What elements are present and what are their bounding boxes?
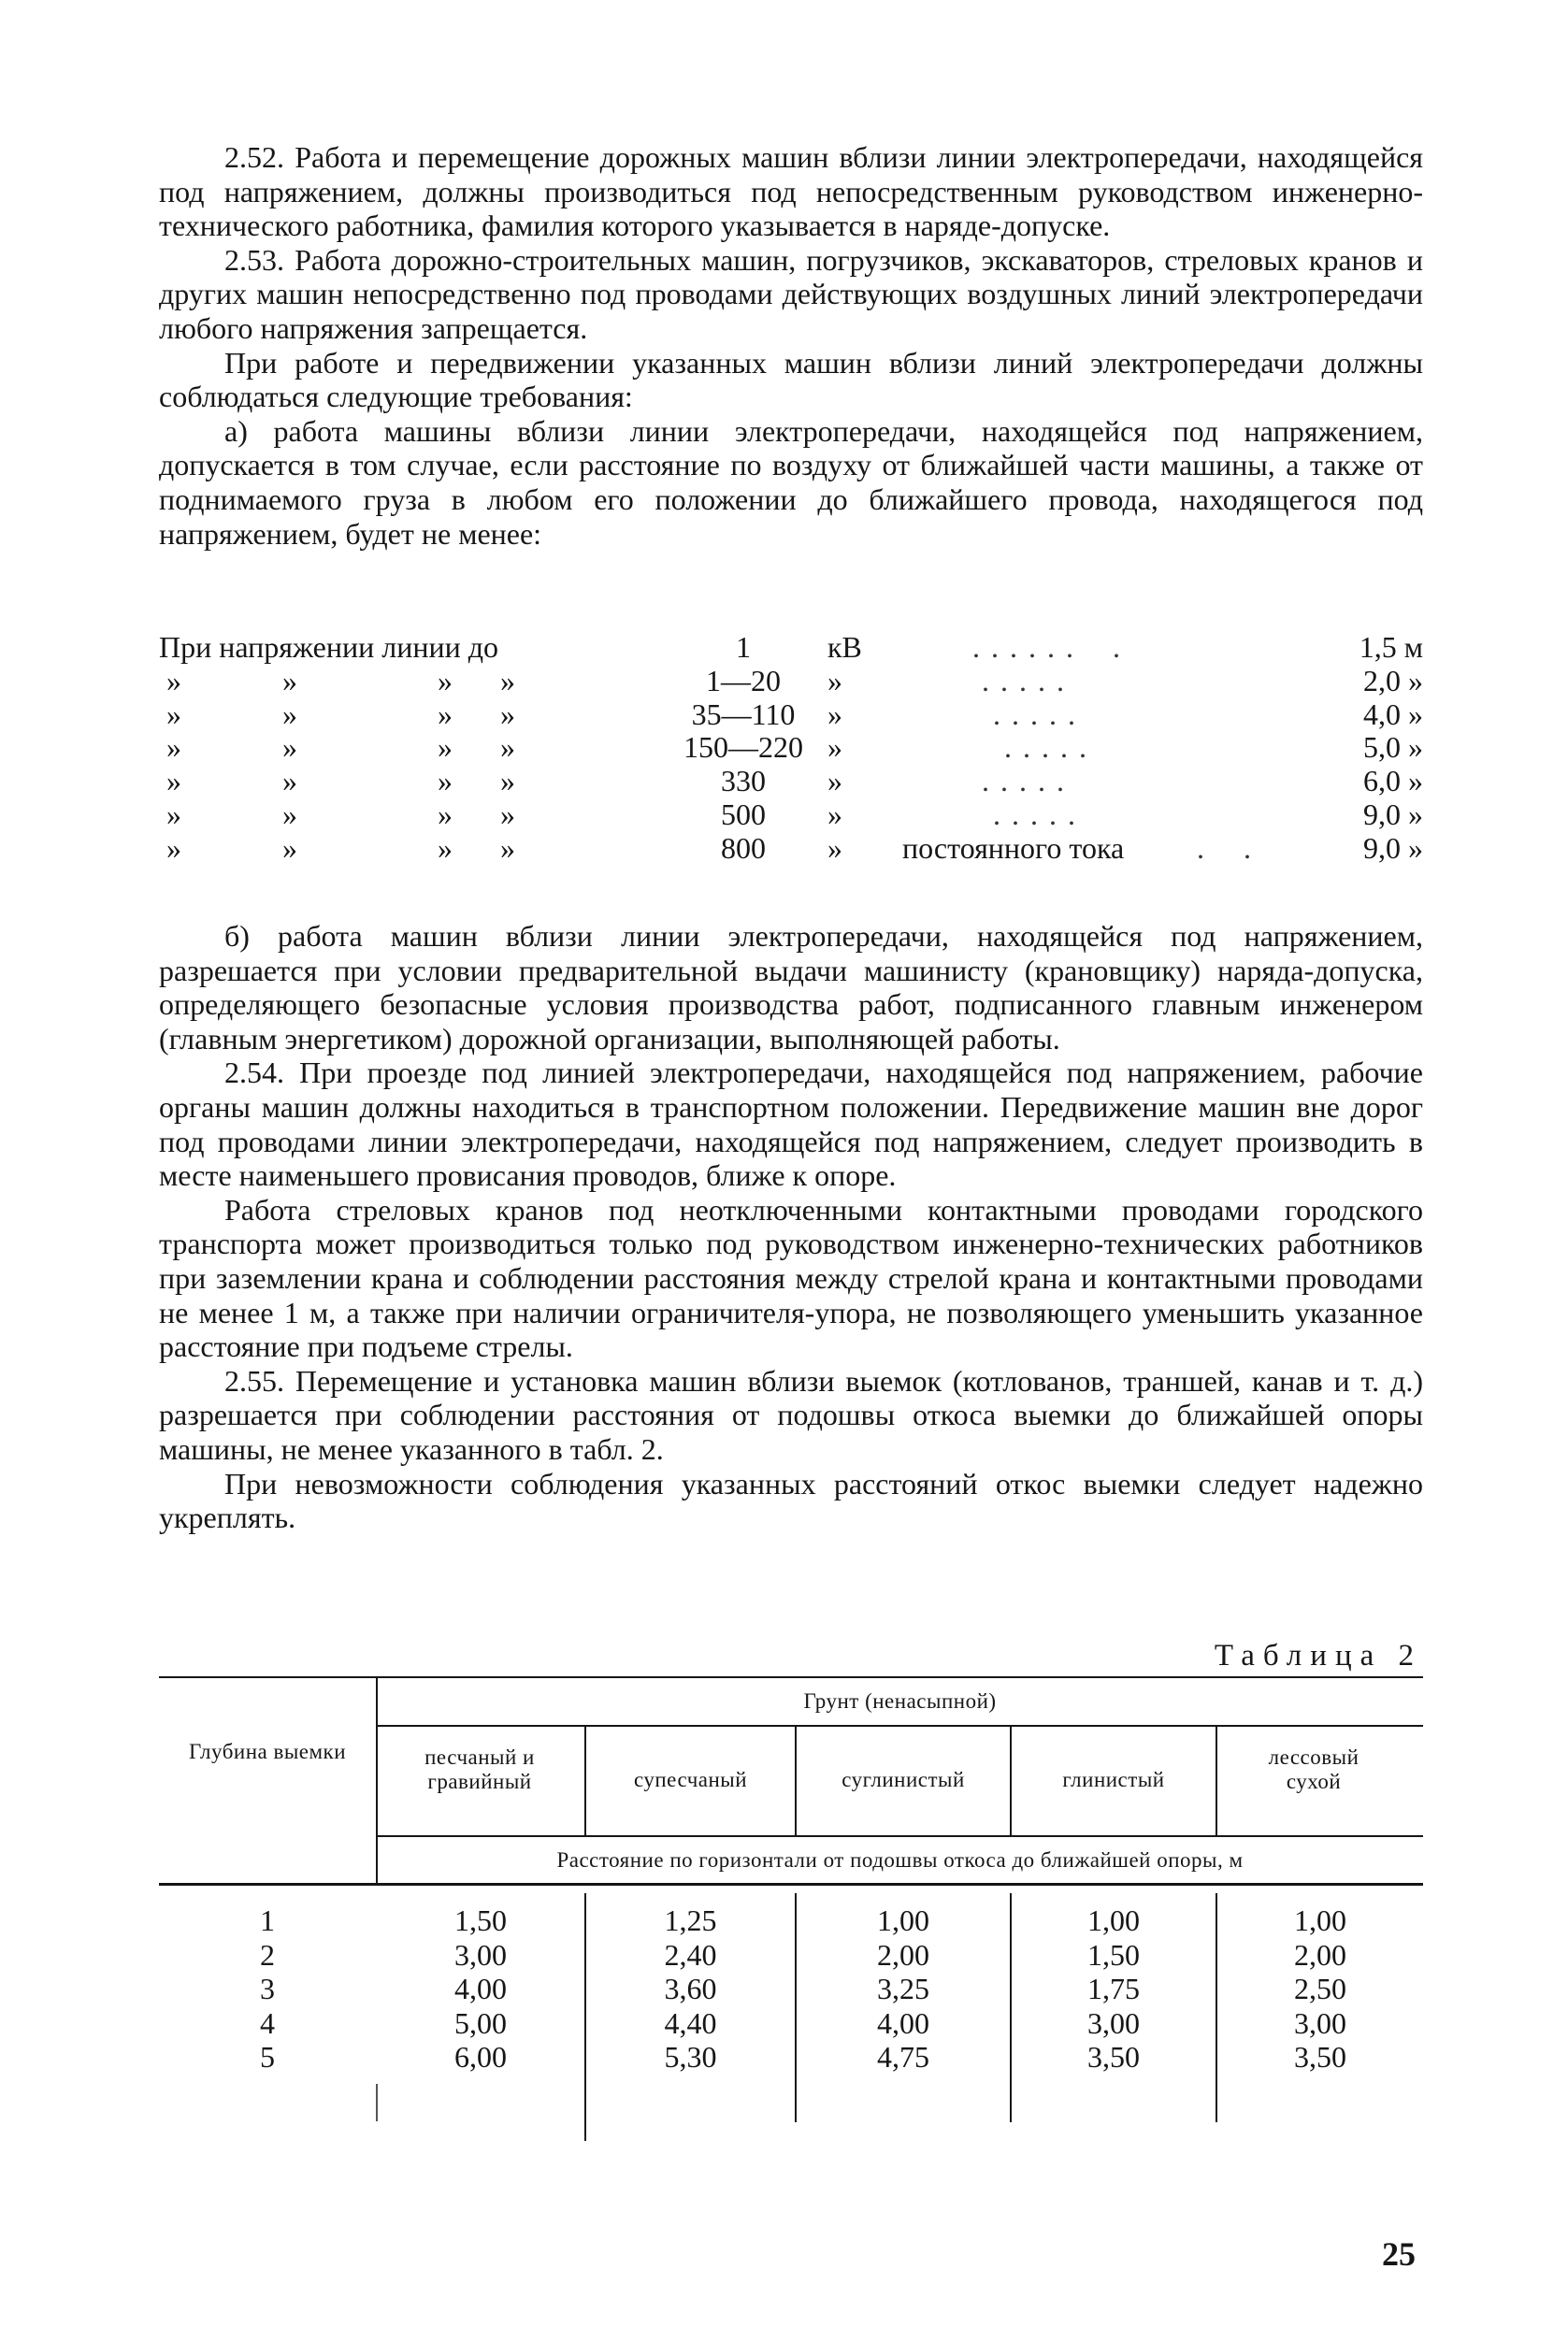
- distance-cell: 2,00: [1294, 1937, 1346, 1972]
- distance-cell: 3,00: [454, 1937, 507, 1972]
- ditto-mark: »: [282, 764, 297, 798]
- ditto-mark: »: [282, 730, 297, 765]
- min-distance: 6,0 »: [1363, 764, 1423, 798]
- voltage-distance-list: [159, 631, 1423, 866]
- ditto-mark: »: [438, 730, 453, 765]
- min-distance: 4,0 »: [1363, 697, 1423, 731]
- distance-cell: 3,60: [664, 1972, 717, 2006]
- voltage-value: 1—20: [706, 663, 781, 697]
- soil-header-sandy: песчаный и гравийный: [424, 1745, 535, 1793]
- distance-cell: 5,30: [664, 2040, 717, 2075]
- ditto-mark: »: [282, 830, 297, 865]
- leader-dots: . . . . .: [993, 697, 1077, 731]
- soil-header-loess: лессовый сухой: [1268, 1745, 1359, 1793]
- soil-header-clay: глинистый: [1062, 1768, 1165, 1791]
- header-bottom-rule: [159, 1883, 1423, 1886]
- voltage-value: 150—220: [683, 730, 803, 765]
- paragraph-2-52: 2.52. Работа и перемещение дорожных машин вблизи линии электропередачи, находящейся под напряжением, должны производиться под непосредственным руководством инженерно-технического работника, фамилия которого указывается в наряде-допуске.: [159, 140, 1423, 243]
- leader-dots: . .: [1197, 830, 1253, 865]
- ditto-mark: »: [500, 830, 515, 865]
- voltage-list-row: [159, 798, 1423, 832]
- ditto-mark: »: [827, 764, 842, 798]
- table-2: [159, 1676, 1423, 2153]
- min-distance: 2,0 »: [1363, 663, 1423, 697]
- depth-cell: 1: [260, 1903, 275, 1937]
- voltage-list-row: [159, 731, 1423, 765]
- distance-subheader: Расстояние по горизонтали от подошвы откоса до ближайшей опоры, м: [556, 1848, 1244, 1872]
- ditto-mark: »: [166, 830, 181, 865]
- page-number: 25: [1382, 2235, 1416, 2273]
- distance-cell: 1,00: [877, 1903, 929, 1937]
- voltage-list-row: [159, 665, 1423, 698]
- paragraph-2-55: 2.55. Перемещение и установка машин вблизи выемок (котлованов, траншей, канав и т. д.) разрешается при соблюдении расстояния от подошвы откоса выемки до ближайшей опоры машины, не менее указанного в табл. 2.: [159, 1363, 1423, 1466]
- paragraph-slope-reinforce: При невозможности соблюдения указанных расстояний откос выемки следует надежно укреплять.: [159, 1466, 1423, 1535]
- text-block-bottom: [159, 919, 1423, 1535]
- ditto-mark: »: [500, 730, 515, 765]
- depth-cell: 4: [260, 2005, 275, 2040]
- ditto-mark: »: [500, 764, 515, 798]
- voltage-list-head-row: [159, 631, 1423, 665]
- voltage-list-rows: [159, 665, 1423, 866]
- distance-cell: 5,00: [454, 2005, 507, 2040]
- ditto-mark: »: [827, 797, 842, 831]
- voltage-value: 330: [721, 764, 766, 798]
- depth-column-rule-body: [376, 2084, 378, 2121]
- table-top-rule: [159, 1676, 1423, 1678]
- voltage-list-row: [159, 765, 1423, 798]
- min-distance: 9,0 »: [1363, 797, 1423, 831]
- ditto-mark: »: [827, 730, 842, 765]
- ditto-mark: »: [166, 663, 181, 697]
- paragraph-2-54: 2.54. При проезде под линией электропередачи, находящейся под напряжением, рабочие органы машин должны находиться в транспортном положении. Передвижение машин вне дорог под проводами линии электропередачи, находящейся под напряжением, следует производить в месте наименьшего провисания проводов, ближе к опоре.: [159, 1056, 1423, 1193]
- soil-header-loam: суглинистый: [842, 1768, 965, 1791]
- col-rule-4-head: [1216, 1727, 1217, 1835]
- soil-header-sandy-loam: супесчаный: [633, 1768, 748, 1791]
- ditto-mark: »: [500, 797, 515, 831]
- distance-cell: 4,00: [877, 2005, 929, 2040]
- distance-cell: 3,00: [1087, 2005, 1140, 2040]
- voltage-value: 800: [721, 830, 766, 865]
- distance-cell: 1,75: [1087, 1972, 1140, 2006]
- distance-cell: 3,00: [1294, 2005, 1346, 2040]
- distance-cell: 4,75: [877, 2040, 929, 2075]
- ditto-mark: »: [438, 697, 453, 731]
- voltage-value: 500: [721, 797, 766, 831]
- ditto-mark: »: [827, 830, 842, 865]
- voltage-list-row: [159, 832, 1423, 866]
- ditto-mark: »: [166, 730, 181, 765]
- voltage-value: 35—110: [691, 697, 796, 731]
- depth-cell: 5: [260, 2040, 275, 2075]
- distance-cell: 6,00: [454, 2040, 507, 2075]
- distance-cell: 4,00: [454, 1972, 507, 2006]
- distance-cell: 1,50: [1087, 1937, 1140, 1972]
- ditto-mark: »: [438, 830, 453, 865]
- distance-cell: 2,40: [664, 1937, 717, 1972]
- distance-cell: 3,50: [1087, 2040, 1140, 2075]
- paragraph-requirements-intro: При работе и передвижении указанных машин вблизи линий электропередачи должны соблюдаться следующие требования:: [159, 345, 1423, 414]
- distance-cell: 2,50: [1294, 1972, 1346, 2006]
- depth-header: Глубина выемки: [188, 1740, 347, 1763]
- paragraph-item-b: б) работа машин вблизи линии электропередачи, находящейся под напряжением, разрешается при условии предварительной выдачи машинисту (крановщику) наряда-допуска, определяющего безопасные условия производства работ, подписанного главным инженером (главным энергетиком) дорожной организации, выполняющей работы.: [159, 919, 1423, 1056]
- min-distance: 1,5 м: [1359, 630, 1423, 664]
- table-caption: Таблица 2: [1214, 1639, 1422, 1673]
- voltage-list-row: [159, 698, 1423, 732]
- ditto-mark: »: [827, 697, 842, 731]
- ditto-mark: »: [282, 697, 297, 731]
- ditto-mark: »: [827, 663, 842, 697]
- leader-dots: . . . . .: [982, 764, 1066, 798]
- distance-cell: 1,50: [454, 1903, 507, 1937]
- min-distance: 9,0 »: [1363, 830, 1423, 865]
- depth-cell: 2: [260, 1937, 275, 1972]
- paragraph-2-53: 2.53. Работа дорожно-строительных машин, погрузчиков, экскаваторов, стреловых кранов и других машин непосредственно под проводами действующих воздушных линий электропередачи любого напряжения запрещается.: [159, 242, 1423, 345]
- ditto-mark: »: [438, 764, 453, 798]
- ditto-mark: »: [166, 697, 181, 731]
- depth-cell: 3: [260, 1972, 275, 2006]
- ditto-mark: »: [500, 697, 515, 731]
- ditto-mark: »: [500, 663, 515, 697]
- distance-cell: 1,25: [664, 1903, 717, 1937]
- distance-cell: 1,00: [1087, 1903, 1140, 1937]
- soil-group-header: Грунт (ненасыпной): [803, 1689, 997, 1713]
- distance-cell: 4,40: [664, 2005, 717, 2040]
- group-header-rule: [377, 1725, 1423, 1727]
- column-header-rule: [377, 1835, 1423, 1837]
- voltage-unit: кВ: [827, 630, 862, 664]
- paragraph-item-a: а) работа машины вблизи линии электропередачи, находящейся под напряжением, допускается в том случае, если расстояние по воздуху от ближайшей части машины, а также от поднимаемого груза в любом его положении до ближайшего провода, находящегося под напряжением, будет не менее:: [159, 413, 1423, 551]
- ditto-mark: »: [282, 663, 297, 697]
- leader-dots: . . . . .: [1004, 730, 1088, 765]
- current-type-note: постоянного тока: [902, 830, 1125, 865]
- voltage-list-label: При напряжении линии до: [159, 630, 498, 664]
- voltage-value: 1: [736, 630, 751, 664]
- distance-cell: 3,25: [877, 1972, 929, 2006]
- leader-dots: . . . . .: [993, 797, 1077, 831]
- leader-dots: . . . . . . .: [972, 630, 1122, 664]
- ditto-mark: »: [438, 663, 453, 697]
- text-block-top: [159, 140, 1423, 551]
- leader-dots: . . . . .: [982, 663, 1066, 697]
- ditto-mark: »: [166, 797, 181, 831]
- ditto-mark: »: [438, 797, 453, 831]
- paragraph-crane-contact-wires: Работа стреловых кранов под неотключенными контактными проводами городского транспорта может производиться только под руководством инженерно-технических работников при заземлении крана и соблюдении расстояния между стрелой крана и контактными проводами не менее 1 м, а также при наличии ограничителя-упора, не позволяющего уменьшить указанное расстояние при подъеме стрелы.: [159, 1192, 1423, 1364]
- min-distance: 5,0 »: [1363, 730, 1423, 765]
- ditto-mark: »: [166, 764, 181, 798]
- distance-cell: 2,00: [877, 1937, 929, 1972]
- ditto-mark: »: [282, 797, 297, 831]
- distance-cell: 3,50: [1294, 2040, 1346, 2075]
- distance-cell: 1,00: [1294, 1903, 1346, 1937]
